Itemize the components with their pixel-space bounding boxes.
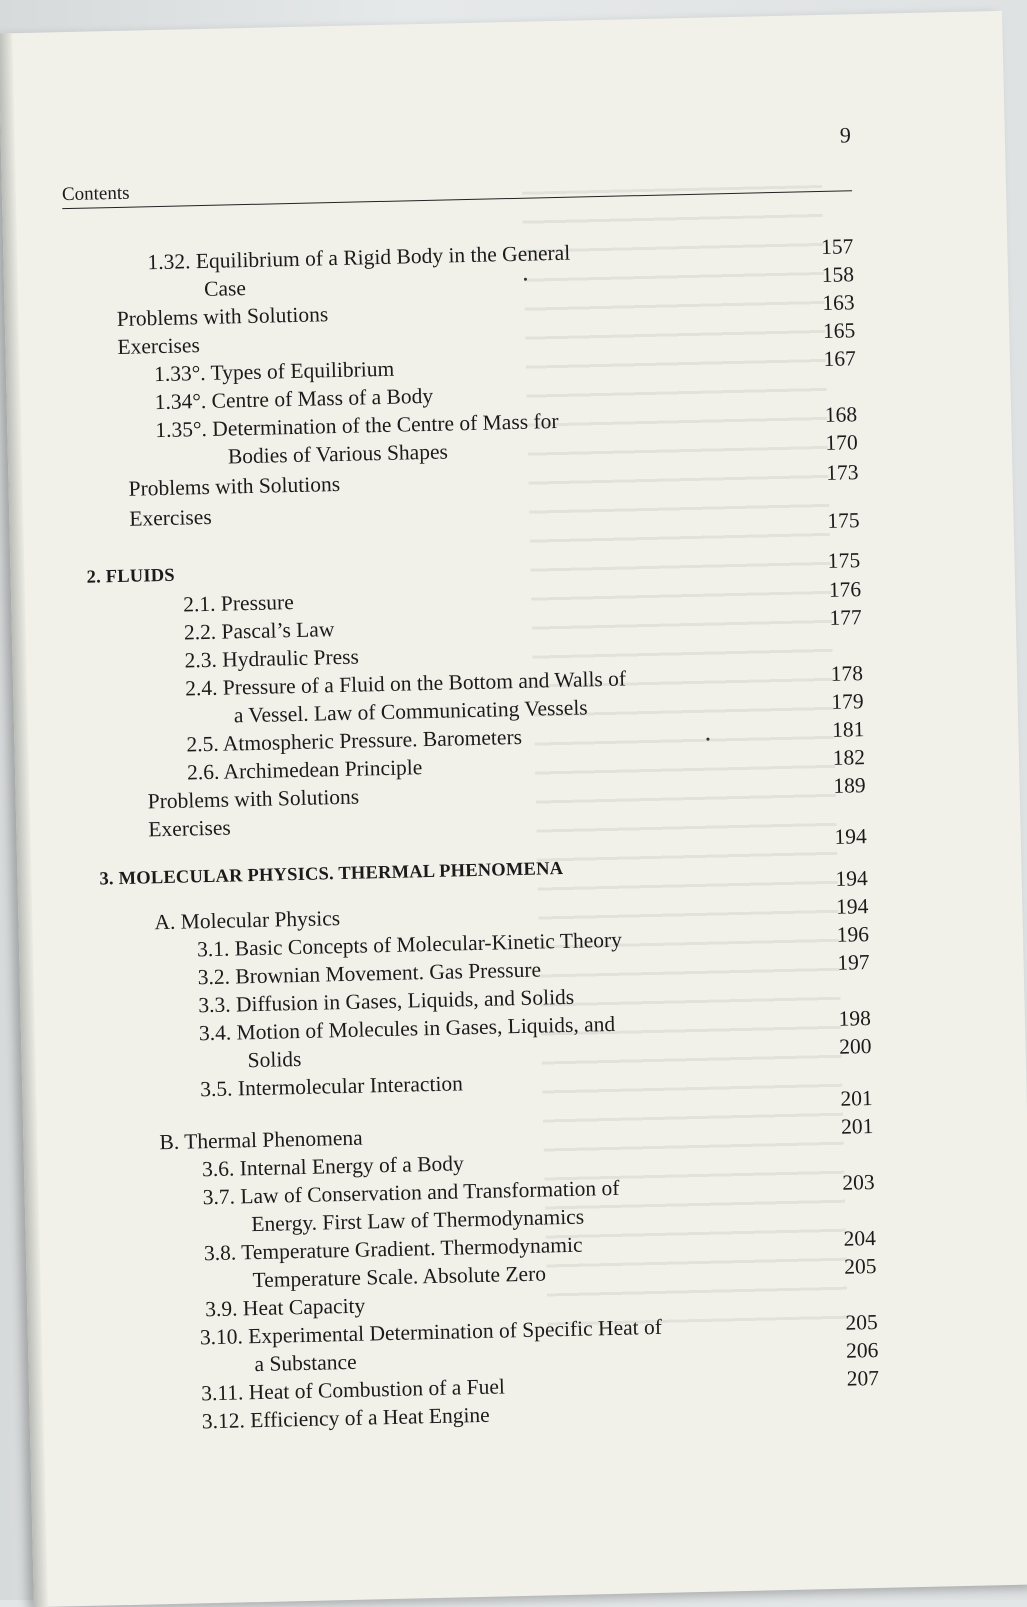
running-head: Contents bbox=[61, 182, 130, 206]
toc-entry-text: Problems with Solutions bbox=[147, 784, 360, 814]
toc-entry-text: Problems with Solutions bbox=[128, 471, 341, 501]
toc-entry-text: 2.1. Pressure bbox=[183, 590, 295, 617]
toc-entry-page: 203 bbox=[842, 1170, 875, 1195]
book-page bbox=[0, 11, 1027, 1607]
toc-entry-page: 205 bbox=[845, 1309, 879, 1335]
print-speck bbox=[524, 278, 527, 281]
toc-entry-text: 2.5. Atmospheric Pressure. Barometers bbox=[186, 724, 523, 757]
toc-entry-page: 197 bbox=[837, 950, 870, 975]
toc-entry-page: 196 bbox=[836, 922, 870, 947]
toc-entry-text: A. Molecular Physics bbox=[154, 906, 341, 935]
toc-entry-text: 3.7. Law of Conservation and Transformation of bbox=[202, 1175, 620, 1210]
toc-entry-text: 1.35°. Determination of the Centre of Mass for bbox=[155, 408, 559, 443]
toc-entry-text: 3.9. Heat Capacity bbox=[204, 1293, 366, 1322]
toc-entry-page: 157 bbox=[820, 234, 854, 259]
show-through-text bbox=[522, 185, 848, 1332]
toc-entry-page: 181 bbox=[831, 717, 865, 742]
toc-entry-text: 3.10. Experimental Determination of Specific Heat of bbox=[199, 1314, 663, 1350]
toc-entry-text: Exercises bbox=[117, 333, 201, 359]
toc-entry-text: 2.2. Pascal’s Law bbox=[183, 617, 335, 645]
contents-block bbox=[61, 122, 880, 1434]
toc-entry-text: Problems with Solutions bbox=[116, 302, 329, 331]
toc-entry-page: 194 bbox=[834, 824, 867, 849]
toc-entry-text: Bodies of Various Shapes bbox=[227, 439, 449, 469]
toc-entry-page: 178 bbox=[830, 661, 864, 686]
toc-entry-page: 168 bbox=[824, 402, 858, 427]
toc-entry-page: 175 bbox=[827, 508, 860, 533]
toc-entry-text: 3.11. Heat of Combustion of a Fuel bbox=[200, 1374, 506, 1406]
toc-entry-text: Solids bbox=[247, 1046, 302, 1073]
toc-entry-text: 3. MOLECULAR PHYSICS. THERMAL PHENOMENA bbox=[99, 858, 564, 890]
toc-entry-page: 201 bbox=[840, 1114, 874, 1139]
toc-entry-text: B. Thermal Phenomena bbox=[159, 1125, 363, 1155]
toc-entry-page: 163 bbox=[822, 290, 855, 315]
toc-entry-text: 2.6. Archimedean Principle bbox=[186, 755, 423, 785]
toc-entry-text: a Substance bbox=[254, 1349, 357, 1377]
toc-entry-text: 2.4. Pressure of a Fluid on the Bottom and Walls of bbox=[184, 666, 627, 701]
toc-entry-page: 198 bbox=[838, 1006, 872, 1031]
toc-entry-text: Case bbox=[203, 276, 247, 301]
toc-entry-page: 167 bbox=[823, 346, 857, 371]
toc-entry-page: 158 bbox=[821, 262, 855, 287]
toc-entry-page: 175 bbox=[827, 548, 861, 573]
print-speck bbox=[706, 738, 709, 741]
toc-entry-text: Temperature Scale. Absolute Zero bbox=[252, 1261, 547, 1293]
toc-entry-text: 3.3. Diffusion in Gases, Liquids, and Solids bbox=[198, 984, 575, 1018]
toc-entry-text: 1.32. Equilibrium of a Rigid Body in the General bbox=[147, 240, 571, 275]
toc-entry-page: 182 bbox=[832, 745, 866, 770]
toc-entry-text: 1.34°. Centre of Mass of a Body bbox=[154, 383, 434, 415]
toc-entry-page: 170 bbox=[825, 430, 859, 455]
toc-entry-page: 207 bbox=[846, 1365, 880, 1391]
toc-entry-page: 194 bbox=[835, 866, 868, 891]
toc-entry bbox=[89, 1364, 880, 1406]
toc-entry-text: 2. FLUIDS bbox=[86, 565, 176, 588]
toc-entry-text: 1.33°. Types of Equilibrium bbox=[153, 356, 395, 387]
toc-entry-text: Exercises bbox=[129, 504, 212, 531]
toc-entry-page: 176 bbox=[828, 577, 862, 602]
toc-entry-page: 179 bbox=[831, 689, 864, 714]
toc-entry-text: 3.2. Brownian Movement. Gas Pressure bbox=[197, 957, 542, 990]
toc-entry-page: 173 bbox=[825, 460, 859, 485]
toc-entry-page: 205 bbox=[843, 1253, 877, 1279]
toc-entry-page: 165 bbox=[822, 318, 856, 343]
toc-entry-page: 200 bbox=[838, 1034, 872, 1059]
toc-entry-page: 177 bbox=[829, 605, 863, 630]
toc-entry-text: 3.6. Internal Energy of a Body bbox=[201, 1151, 465, 1182]
toc-entry-text: 3.12. Efficiency of a Heat Engine bbox=[201, 1402, 490, 1434]
toc-entry-page: 194 bbox=[835, 894, 869, 919]
toc-entry-text: 3.1. Basic Concepts of Molecular-Kinetic Theory bbox=[196, 927, 623, 962]
toc-entry-text: 3.5. Intermolecular Interaction bbox=[200, 1071, 464, 1102]
toc-entry-page: 206 bbox=[845, 1337, 879, 1363]
toc-entry-text: 3.4. Motion of Molecules in Gases, Liquids, and bbox=[198, 1011, 616, 1046]
toc-entry-page: 204 bbox=[843, 1225, 877, 1251]
toc-entry-text: a Vessel. Law of Communicating Vessels bbox=[233, 695, 588, 728]
toc-entry-text: Energy. First Law of Thermodynamics bbox=[251, 1204, 585, 1237]
toc-entry-page: 189 bbox=[833, 773, 866, 798]
page-number: 9 bbox=[839, 122, 852, 148]
toc-entry-text: 3.8. Temperature Gradient. Thermodynamic bbox=[203, 1232, 583, 1266]
toc-entry-text: Exercises bbox=[148, 815, 232, 842]
toc-entry-page: 201 bbox=[840, 1086, 873, 1111]
toc-entry-text: 2.3. Hydraulic Press bbox=[184, 644, 360, 673]
